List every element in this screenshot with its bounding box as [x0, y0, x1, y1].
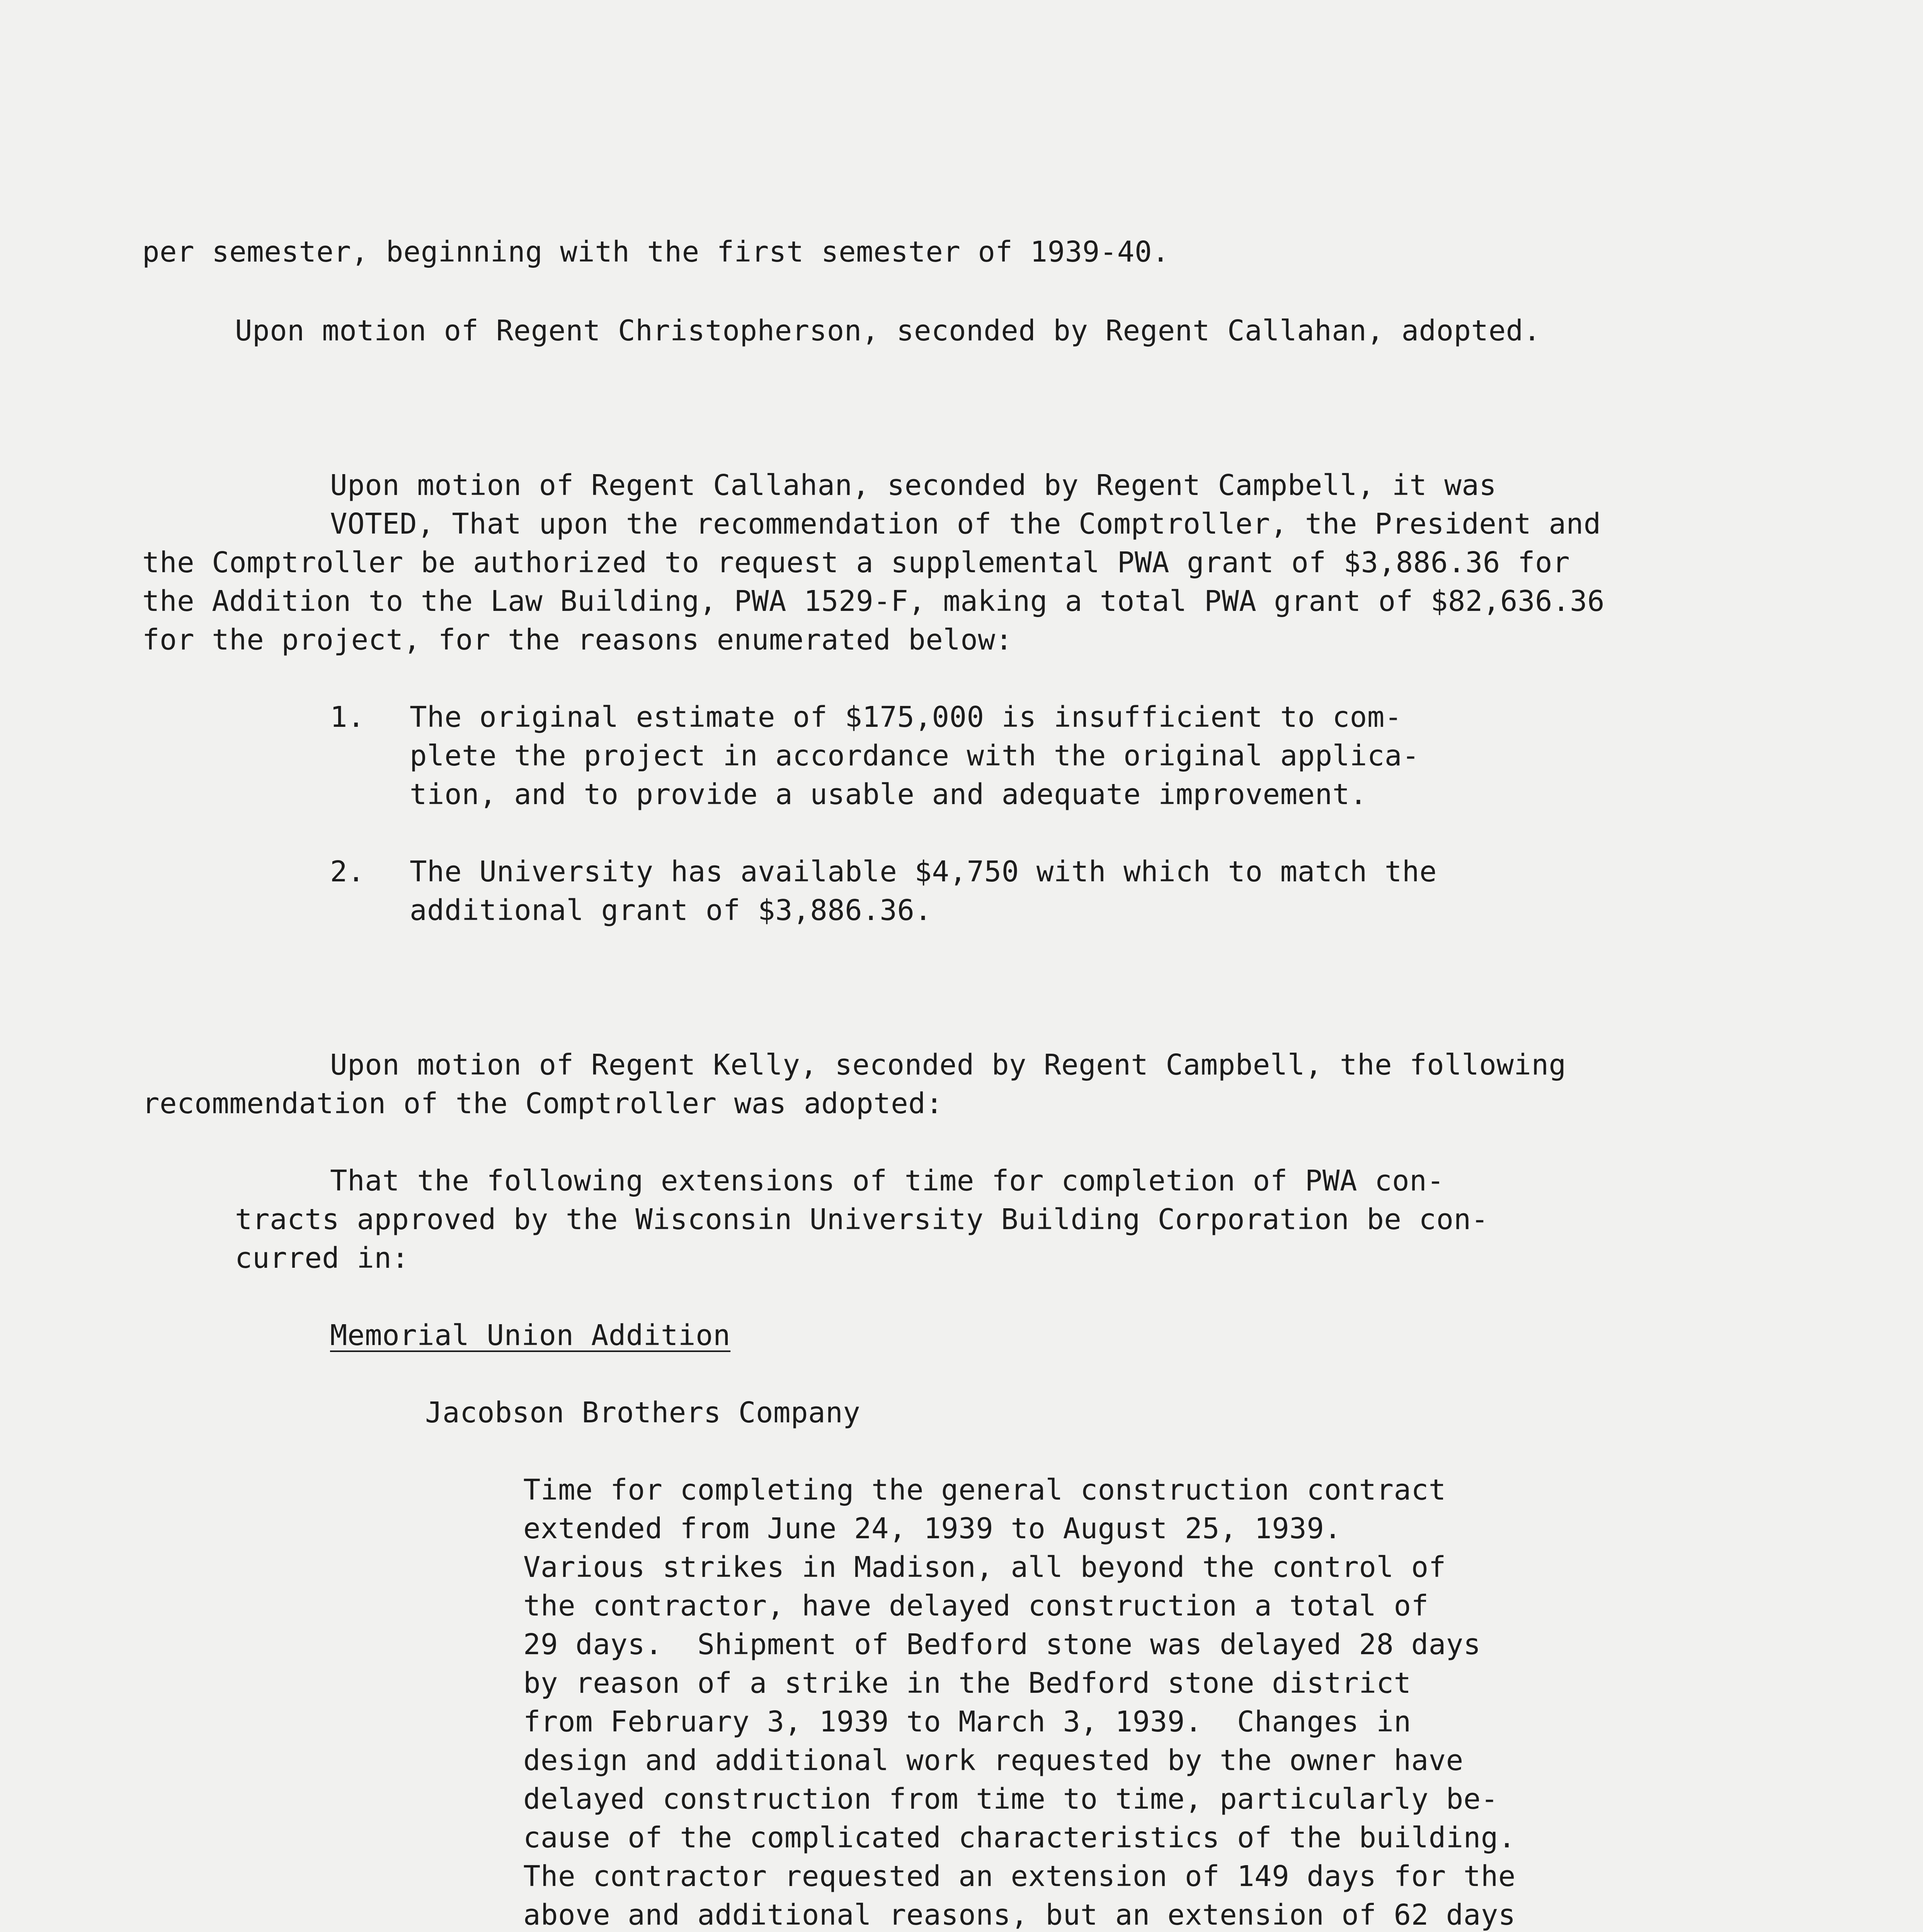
- detail-line: Time for completing the general construction contract: [523, 1473, 1446, 1507]
- detail-line: by reason of a strike in the Bedford stone district: [523, 1667, 1411, 1700]
- detail-line: 29 days. Shipment of Bedford stone was delayed 28 days: [523, 1628, 1481, 1661]
- detail-line: delayed construction from time to time, particularly be-: [523, 1782, 1498, 1816]
- intro-line: per semester, beginning with the first semester of 1939-40.: [142, 235, 1170, 269]
- detail-line: above and additional reasons, but an extension of 62 days: [523, 1898, 1516, 1932]
- item-1-line-1: The original estimate of $175,000 is insufficient to com-: [410, 701, 1402, 734]
- item-1-line-2: plete the project in accordance with the original applica-: [410, 739, 1420, 772]
- item-1-number: 1.: [330, 701, 365, 734]
- motion-3-line-1: Upon motion of Regent Kelly, seconded by Regent Campbell, the following: [330, 1048, 1566, 1082]
- section-heading: Memorial Union Addition: [330, 1319, 731, 1352]
- contractor-1-name: Jacobson Brothers Company: [425, 1396, 861, 1429]
- motion-2-line-4: the Addition to the Law Building, PWA 1529-F, making a total PWA grant of $82,636.36: [142, 585, 1605, 618]
- motion-2-line-5: for the project, for the reasons enumerated below:: [142, 623, 1013, 656]
- motion-2-line-3: the Comptroller be authorized to request a supplemental PWA grant of $3,886.36 for: [142, 546, 1570, 579]
- motion-2-line-2: VOTED, That upon the recommendation of the Comptroller, the President and: [330, 507, 1601, 541]
- detail-line: Various strikes in Madison, all beyond the control of: [523, 1551, 1446, 1584]
- item-2-number: 2.: [330, 855, 365, 888]
- detail-line: cause of the complicated characteristics of the building.: [523, 1821, 1516, 1854]
- item-1-line-3: tion, and to provide a usable and adequate improvement.: [410, 778, 1367, 811]
- motion-1: Upon motion of Regent Christopherson, seconded by Regent Callahan, adopted.: [235, 314, 1541, 347]
- detail-line: The contractor requested an extension of 149 days for the: [523, 1860, 1516, 1893]
- motion-2-line-1: Upon motion of Regent Callahan, seconded by Regent Campbell, it was: [330, 469, 1497, 502]
- recommendation-line-2: tracts approved by the Wisconsin University Building Corporation be con-: [235, 1203, 1489, 1236]
- detail-line: design and additional work requested by the owner have: [523, 1744, 1464, 1777]
- recommendation-line-1: That the following extensions of time for completion of PWA con-: [330, 1164, 1445, 1197]
- detail-line: extended from June 24, 1939 to August 25, 1939.: [523, 1512, 1342, 1545]
- motion-3-line-2: recommendation of the Comptroller was adopted:: [142, 1087, 943, 1120]
- recommendation-line-3: curred in:: [235, 1242, 409, 1275]
- item-2-line-2: additional grant of $3,886.36.: [410, 894, 932, 927]
- detail-line: the contractor, have delayed construction a total of: [523, 1589, 1429, 1622]
- item-2-line-1: The University has available $4,750 with which to match the: [410, 855, 1437, 888]
- detail-line: from February 3, 1939 to March 3, 1939. Changes in: [523, 1705, 1411, 1738]
